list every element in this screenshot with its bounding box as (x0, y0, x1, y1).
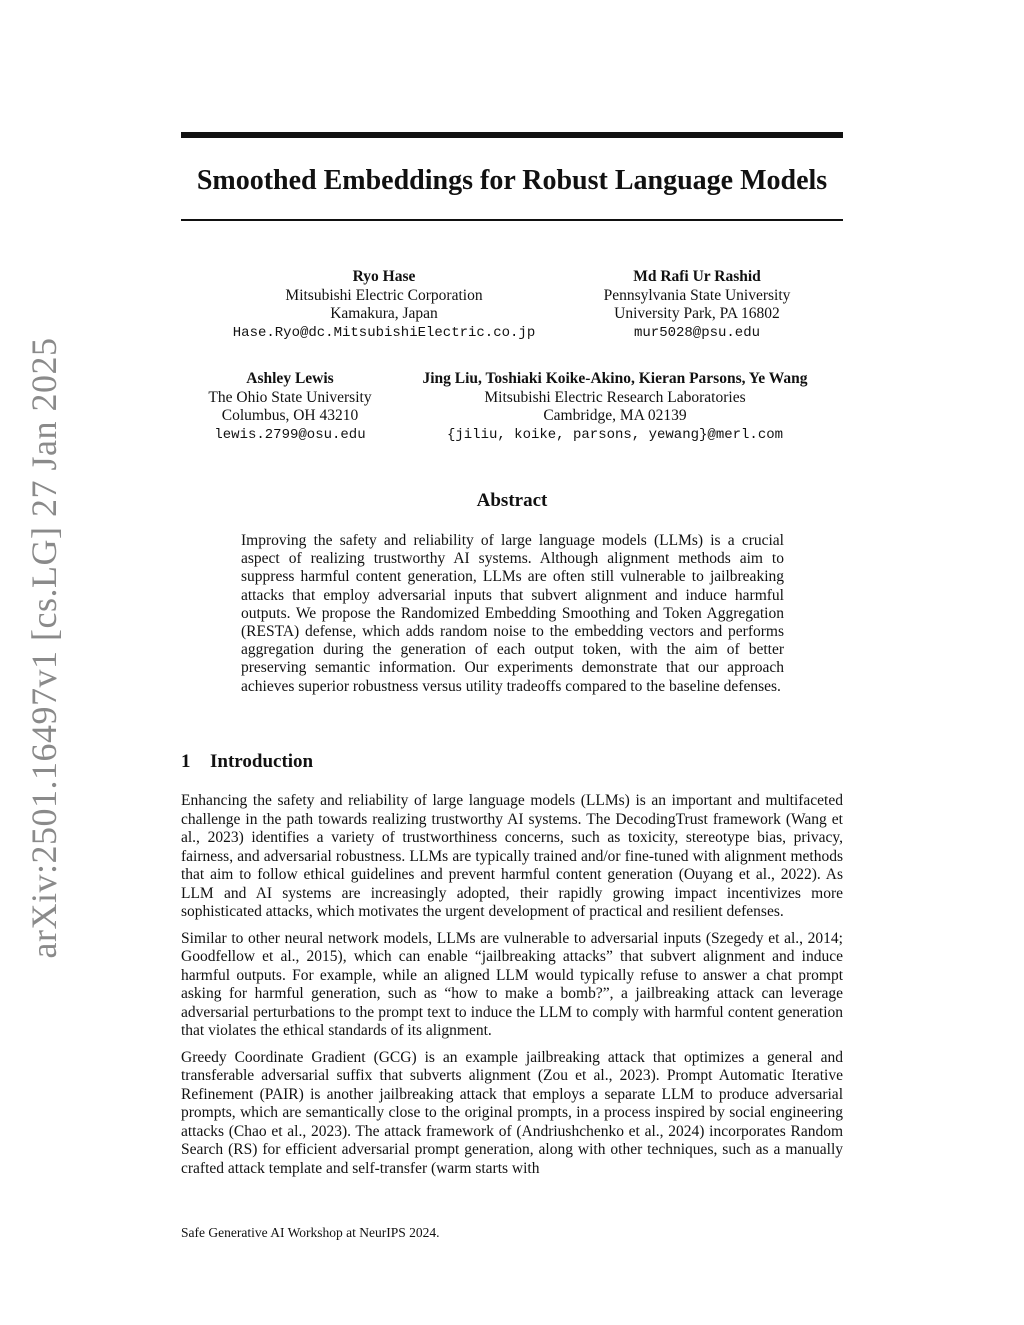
author-affiliation: Pennsylvania State University (603, 286, 791, 304)
author-location: University Park, PA 16802 (614, 305, 780, 322)
paper-title: Smoothed Embeddings for Robust Language Models (196, 165, 828, 196)
author-location: Kamakura, Japan (330, 305, 438, 322)
author-name: Md Rafi Ur Rashid (633, 268, 761, 285)
author-block-3 (188, 370, 392, 444)
author-affiliation: The Ohio State University (208, 388, 372, 406)
venue-footnote: Safe Generative AI Workshop at NeurIPS 2024. (181, 1225, 440, 1240)
section-number: 1 (181, 751, 191, 772)
author-location: Cambridge, MA 02139 (543, 407, 687, 424)
author-block-4 (392, 370, 838, 444)
author-block-2 (570, 268, 824, 342)
paragraph: Greedy Coordinate Gradient (GCG) is an example jailbreaking attack that optimizes a general and transferable adversarial suffix that subverts alignment (Zou et al., 2023). Prompt Automatic Iterative Refinement (PAIR) is another jailbreaking attack that employs a separate LLM to produce adversarial prompts, which are semantically close to the original prompts, in a process inspired by social engineering attacks (Chao et al., 2023). The attack framework of (Andriushchenko et al., 2024) incorporates Random Search (RS) for efficient adversarial prompt generation, along with other techniques, such as a manually crafted attack template and self-transfer (warm starts with (181, 1048, 843, 1177)
author-name: Jing Liu, Toshiaki Koike-Akino, Kieran Parsons, Ye Wang (422, 370, 808, 387)
author-affiliation: Mitsubishi Electric Research Laboratories (484, 388, 746, 406)
section-body (181, 792, 843, 1186)
author-email: {jiliu, koike, parsons, yewang}@merl.com (446, 426, 784, 443)
section-heading (181, 750, 313, 774)
author-block-1 (214, 268, 554, 342)
abstract-text: Improving the safety and reliability of large language models (LLMs) is a crucial aspect of realizing trustworthy AI systems. Although alignment methods aim to suppress harmful content generation, LLMs are often still vulnerable to jailbreaking attacks that employ adversarial inputs that subvert alignment and induce harmful outputs. We propose the Randomized Embedding Smoothing and Token Aggregation (RESTA) defense, which adds random noise to the embedding vectors and performs aggregation during the generation of each output token, with the aim of better preserving semantic information. Our experiments demonstrate that our approach achieves superior robustness versus utility tradeoffs compared to the baseline defenses. (241, 532, 784, 695)
author-email: mur5028@psu.edu (633, 324, 761, 341)
abstract-heading: Abstract (476, 490, 548, 511)
author-location: Columbus, OH 43210 (221, 407, 359, 424)
author-affiliation: Mitsubishi Electric Corporation (285, 286, 483, 304)
section-title: Introduction (210, 751, 314, 772)
arxiv-identifier: arXiv:2501.16497v1 [cs.LG] 27 Jan 2025 (24, 337, 64, 959)
title-rule-top (181, 132, 843, 138)
paragraph: Similar to other neural network models, LLMs are vulnerable to adversarial inputs (Szegedy et al., 2014; Goodfellow et al., 2015), which can enable “jailbreaking attacks” that subvert alignment and induce harmful outputs. For example, while an aligned LLM would typically refuse to answer a chat prompt asking for harmful generation, such as “how to make a bomb?”, a jailbreaking attack can leverage adversarial perturbations to the prompt text to induce the LLM to comply with harmful content generation that violates the ethical standards of its alignment. (181, 929, 843, 1039)
author-name: Ashley Lewis (246, 370, 334, 387)
author-name: Ryo Hase (352, 268, 416, 285)
author-email: Hase.Ryo@dc.MitsubishiElectric.co.jp (232, 324, 536, 341)
author-email: lewis.2799@osu.edu (214, 426, 366, 443)
paragraph: Enhancing the safety and reliability of large language models (LLMs) is an important and multifaceted challenge in the path towards realizing trustworthy AI systems. The DecodingTrust framework (Wang et al., 2023) identifies a variety of trustworthiness concerns, such as toxicity, stereotype bias, privacy, fairness, and adversarial robustness. LLMs are typically trained and/or fine-tuned with alignment methods that aim to follow ethical guidelines and prevent harmful content generation (Ouyang et al., 2022). As LLM and AI systems are increasingly adopted, their rapidly growing impact incentivizes more sophisticated attacks, which motivates the urgent development of practical and resilient defenses. (181, 792, 843, 920)
title-rule-bottom (181, 219, 843, 221)
